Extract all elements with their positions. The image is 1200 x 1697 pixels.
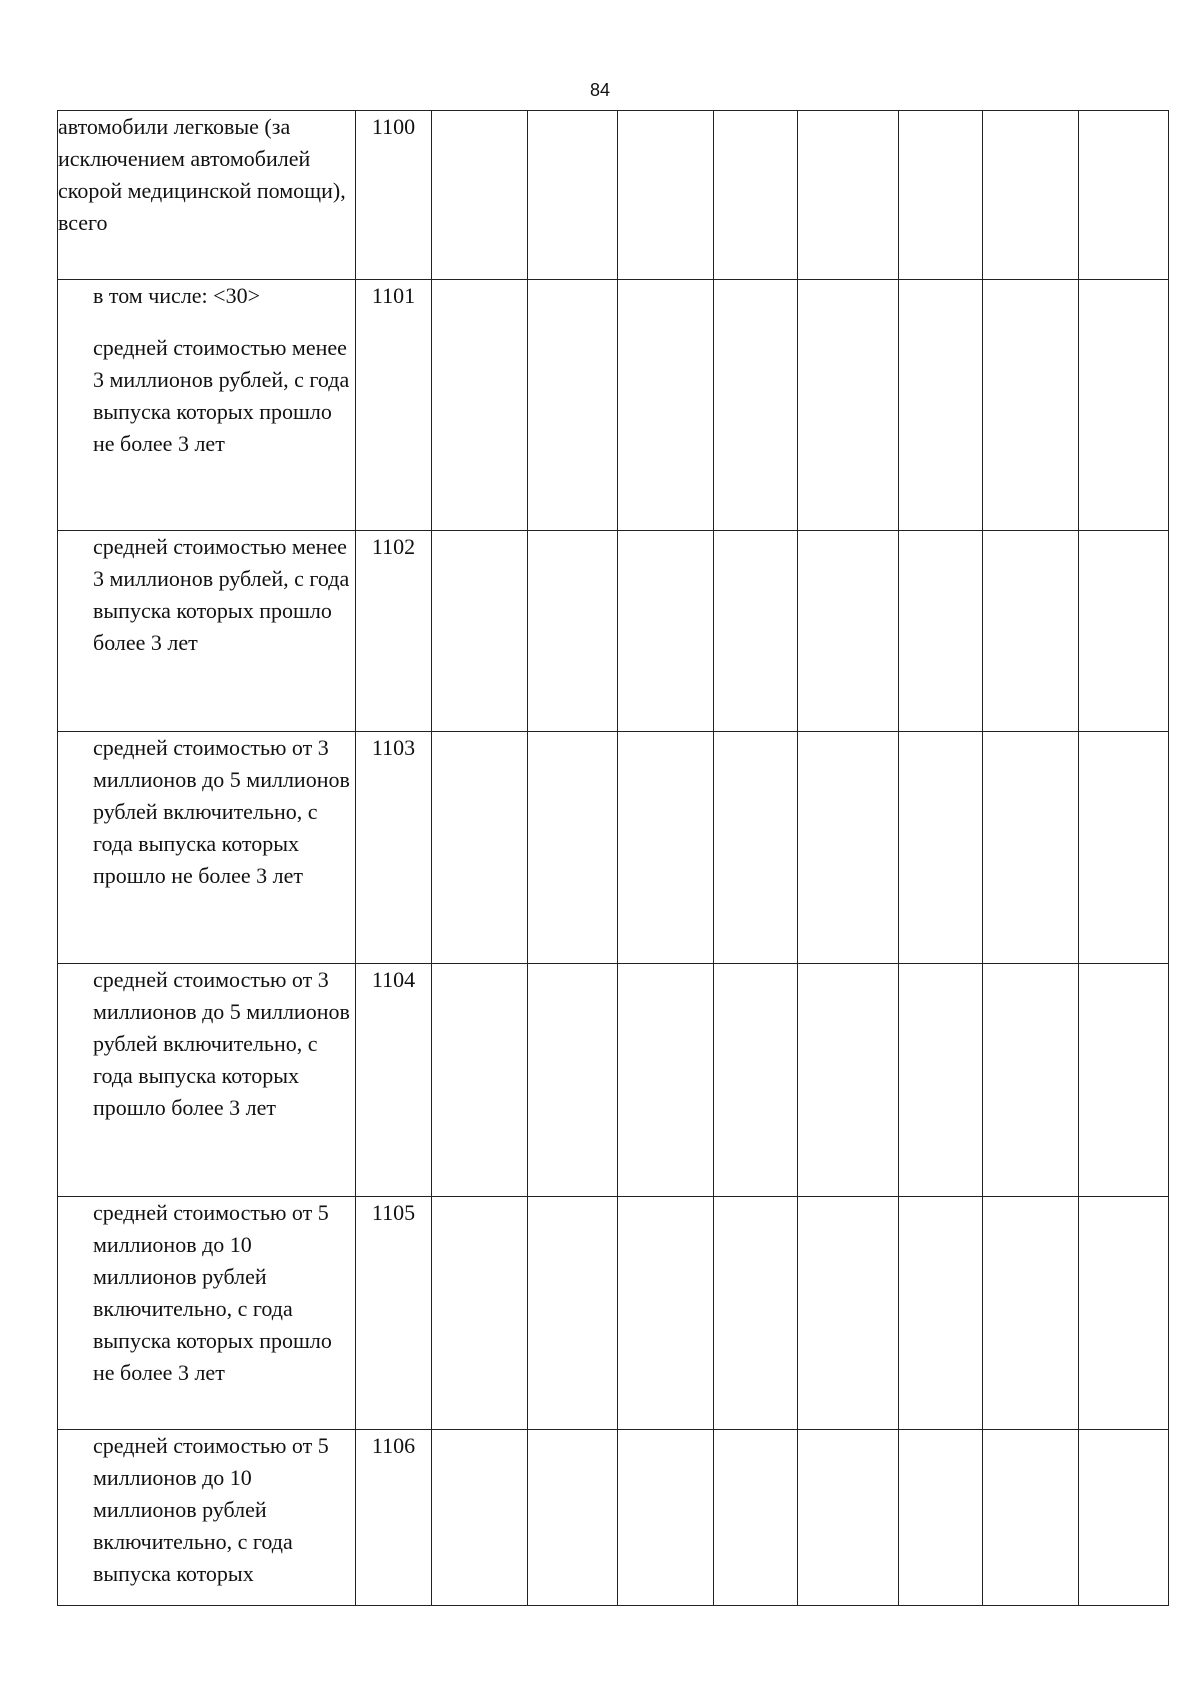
empty-cell bbox=[618, 111, 714, 280]
empty-cell bbox=[1079, 1430, 1169, 1606]
empty-cell bbox=[714, 1430, 798, 1606]
empty-cell bbox=[899, 732, 983, 964]
empty-cell bbox=[432, 964, 528, 1197]
empty-cell bbox=[1079, 732, 1169, 964]
row-description: средней стоимостью менее 3 миллионов рублей, с года выпуска которых прошло не более 3 лет bbox=[93, 335, 350, 456]
empty-cell bbox=[528, 1197, 618, 1430]
row-code: 1105 bbox=[356, 1197, 432, 1430]
empty-cell bbox=[618, 964, 714, 1197]
empty-cell bbox=[714, 111, 798, 280]
table-row bbox=[58, 531, 1169, 732]
empty-cell bbox=[983, 111, 1079, 280]
empty-cell bbox=[1079, 964, 1169, 1197]
empty-cell bbox=[714, 732, 798, 964]
empty-cell bbox=[432, 1197, 528, 1430]
empty-cell bbox=[899, 531, 983, 732]
empty-cell bbox=[528, 111, 618, 280]
empty-cell bbox=[983, 732, 1079, 964]
empty-cell bbox=[798, 964, 899, 1197]
empty-cell bbox=[899, 964, 983, 1197]
empty-cell bbox=[432, 732, 528, 964]
empty-cell bbox=[983, 1197, 1079, 1430]
row-description-cell bbox=[58, 280, 356, 531]
row-description: средней стоимостью от 3 миллионов до 5 миллионов рублей включительно, с года выпуска которых прошло не более 3 лет bbox=[58, 732, 356, 964]
row-description: средней стоимостью от 3 миллионов до 5 миллионов рублей включительно, с года выпуска которых прошло более 3 лет bbox=[58, 964, 356, 1197]
empty-cell bbox=[528, 531, 618, 732]
empty-cell bbox=[798, 1197, 899, 1430]
empty-cell bbox=[1079, 111, 1169, 280]
empty-cell bbox=[899, 280, 983, 531]
row-code: 1103 bbox=[356, 732, 432, 964]
table-row bbox=[58, 732, 1169, 964]
empty-cell bbox=[432, 531, 528, 732]
row-code: 1102 bbox=[356, 531, 432, 732]
row-code: 1101 bbox=[356, 280, 432, 531]
empty-cell bbox=[528, 1430, 618, 1606]
table-row bbox=[58, 1197, 1169, 1430]
empty-cell bbox=[528, 964, 618, 1197]
empty-cell bbox=[618, 531, 714, 732]
empty-cell bbox=[432, 111, 528, 280]
empty-cell bbox=[432, 1430, 528, 1606]
row-description: средней стоимостью от 5 миллионов до 10 миллионов рублей включительно, с года выпуска которых bbox=[58, 1430, 356, 1606]
empty-cell bbox=[983, 531, 1079, 732]
empty-cell bbox=[528, 280, 618, 531]
empty-cell bbox=[1079, 280, 1169, 531]
form-table bbox=[57, 110, 1169, 1606]
empty-cell bbox=[618, 1430, 714, 1606]
empty-cell bbox=[983, 964, 1079, 1197]
row-code: 1104 bbox=[356, 964, 432, 1197]
empty-cell bbox=[714, 1197, 798, 1430]
empty-cell bbox=[983, 280, 1079, 531]
empty-cell bbox=[899, 111, 983, 280]
table-row bbox=[58, 111, 1169, 280]
empty-cell bbox=[983, 1430, 1079, 1606]
empty-cell bbox=[618, 1197, 714, 1430]
row-code: 1100 bbox=[356, 111, 432, 280]
empty-cell bbox=[798, 111, 899, 280]
empty-cell bbox=[899, 1430, 983, 1606]
row-description: автомобили легковые (за исключением автомобилей скорой медицинской помощи), всего bbox=[58, 111, 356, 280]
row-description: средней стоимостью менее 3 миллионов рублей, с года выпуска которых прошло более 3 лет bbox=[58, 531, 356, 732]
empty-cell bbox=[714, 531, 798, 732]
table-row bbox=[58, 1430, 1169, 1606]
empty-cell bbox=[432, 280, 528, 531]
empty-cell bbox=[798, 531, 899, 732]
empty-cell bbox=[798, 280, 899, 531]
empty-cell bbox=[714, 280, 798, 531]
empty-cell bbox=[618, 280, 714, 531]
table-row bbox=[58, 964, 1169, 1197]
empty-cell bbox=[1079, 1197, 1169, 1430]
empty-cell bbox=[798, 1430, 899, 1606]
empty-cell bbox=[1079, 531, 1169, 732]
table-row bbox=[58, 280, 1169, 531]
empty-cell bbox=[798, 732, 899, 964]
empty-cell bbox=[618, 732, 714, 964]
empty-cell bbox=[899, 1197, 983, 1430]
row-lead-text: в том числе: <30> bbox=[93, 283, 260, 308]
empty-cell bbox=[528, 732, 618, 964]
page-number: 84 bbox=[589, 80, 611, 100]
row-code: 1106 bbox=[356, 1430, 432, 1606]
row-description: средней стоимостью от 5 миллионов до 10 миллионов рублей включительно, с года выпуска которых прошло не более 3 лет bbox=[58, 1197, 356, 1430]
empty-cell bbox=[714, 964, 798, 1197]
